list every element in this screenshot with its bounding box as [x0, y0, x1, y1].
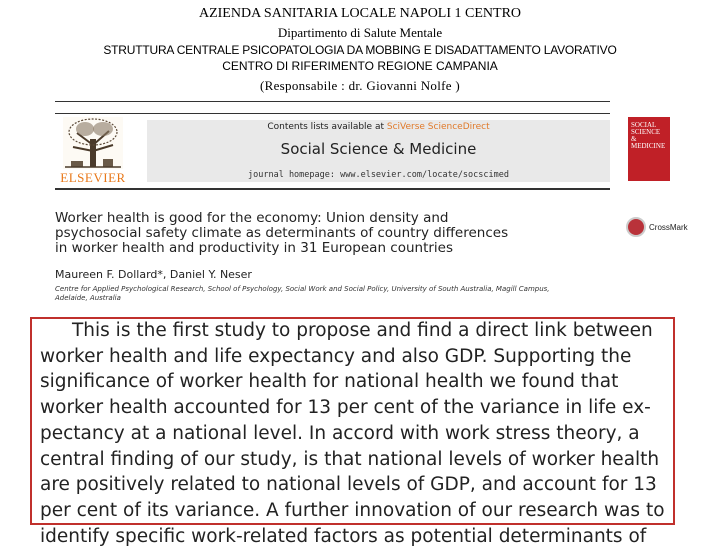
cover-line: MEDICINE [631, 142, 666, 150]
journal-homepage[interactable]: journal homepage: www.elsevier.com/locate/socscimed [248, 170, 509, 180]
department: Dipartimento di Salute Mentale [277, 25, 443, 40]
excerpt-line: significance of worker health for national health we found that [40, 371, 619, 393]
excerpt-line: This is the first study to propose and find a direct link between [72, 320, 653, 341]
crossmark-icon [626, 217, 646, 237]
responsible: (Responsabile : dr. Giovanni Nolfe ) [260, 78, 460, 93]
reference-center: CENTRO DI RIFERIMENTO REGIONE CAMPANIA [222, 59, 498, 73]
excerpt-line: central finding of our study, is that national levels of worker health [40, 448, 660, 470]
article-authors: Maureen F. Dollard*, Daniel Y. Neser [55, 268, 252, 281]
excerpt-text [40, 318, 670, 549]
excerpt-line: pectancy at a national level. In accord with work stress theory, a [40, 422, 640, 444]
cover-line: SOCIAL [631, 121, 657, 129]
cover-line: & [631, 135, 637, 143]
sciencedirect-link[interactable]: SciVerse ScienceDirect [386, 122, 490, 132]
crossmark-badge[interactable] [626, 217, 688, 237]
title-line: psychosocial safety climate as determinants of country differences [55, 225, 509, 241]
divider-journal-bottom [55, 188, 610, 190]
excerpt-line: per cent of its variance. A further innovation of our research was to [40, 499, 665, 521]
title-line: in worker health and productivity in 31 European countries [55, 240, 454, 256]
elsevier-wordmark: ELSEVIER [60, 170, 126, 185]
journal-banner [147, 120, 610, 182]
article-affiliation: Centre for Applied Psychological Research, School of Psychology, Social Work and Social Policy, University of South Australia, Magill Campus, Adelaide, Australia [55, 285, 550, 302]
contents-prefix: Contents lists available at [267, 122, 387, 132]
journal-title: Social Science & Medicine [280, 140, 477, 158]
excerpt-line: worker health accounted for 13 per cent of the variance in life ex- [40, 397, 651, 419]
title-line: Worker health is good for the economy: Union density and [55, 210, 449, 226]
crossmark-label: CrossMark [649, 222, 688, 232]
org-name: AZIENDA SANITARIA LOCALE NAPOLI 1 CENTRO [198, 6, 522, 21]
article-title [55, 211, 615, 256]
journal-cover [628, 117, 670, 181]
excerpt-line: identify specific work-related factors as potential determinants of [40, 525, 647, 547]
elsevier-tree-icon [63, 117, 123, 169]
structure-name: STRUTTURA CENTRALE PSICOPATOLOGIA DA MOBBING E DISADATTAMENTO LAVORATIVO [103, 43, 617, 57]
highlighted-excerpt [30, 317, 675, 547]
cover-line: SCIENCE [631, 128, 661, 136]
excerpt-line: worker health and life expectancy and also GDP. Supporting the [40, 345, 632, 367]
elsevier-logo [55, 117, 131, 185]
divider-top [55, 101, 610, 102]
divider-mid [55, 113, 610, 114]
contents-line [147, 122, 610, 132]
excerpt-line: are positively related to national levels of GDP, and account for 13 [40, 474, 657, 496]
